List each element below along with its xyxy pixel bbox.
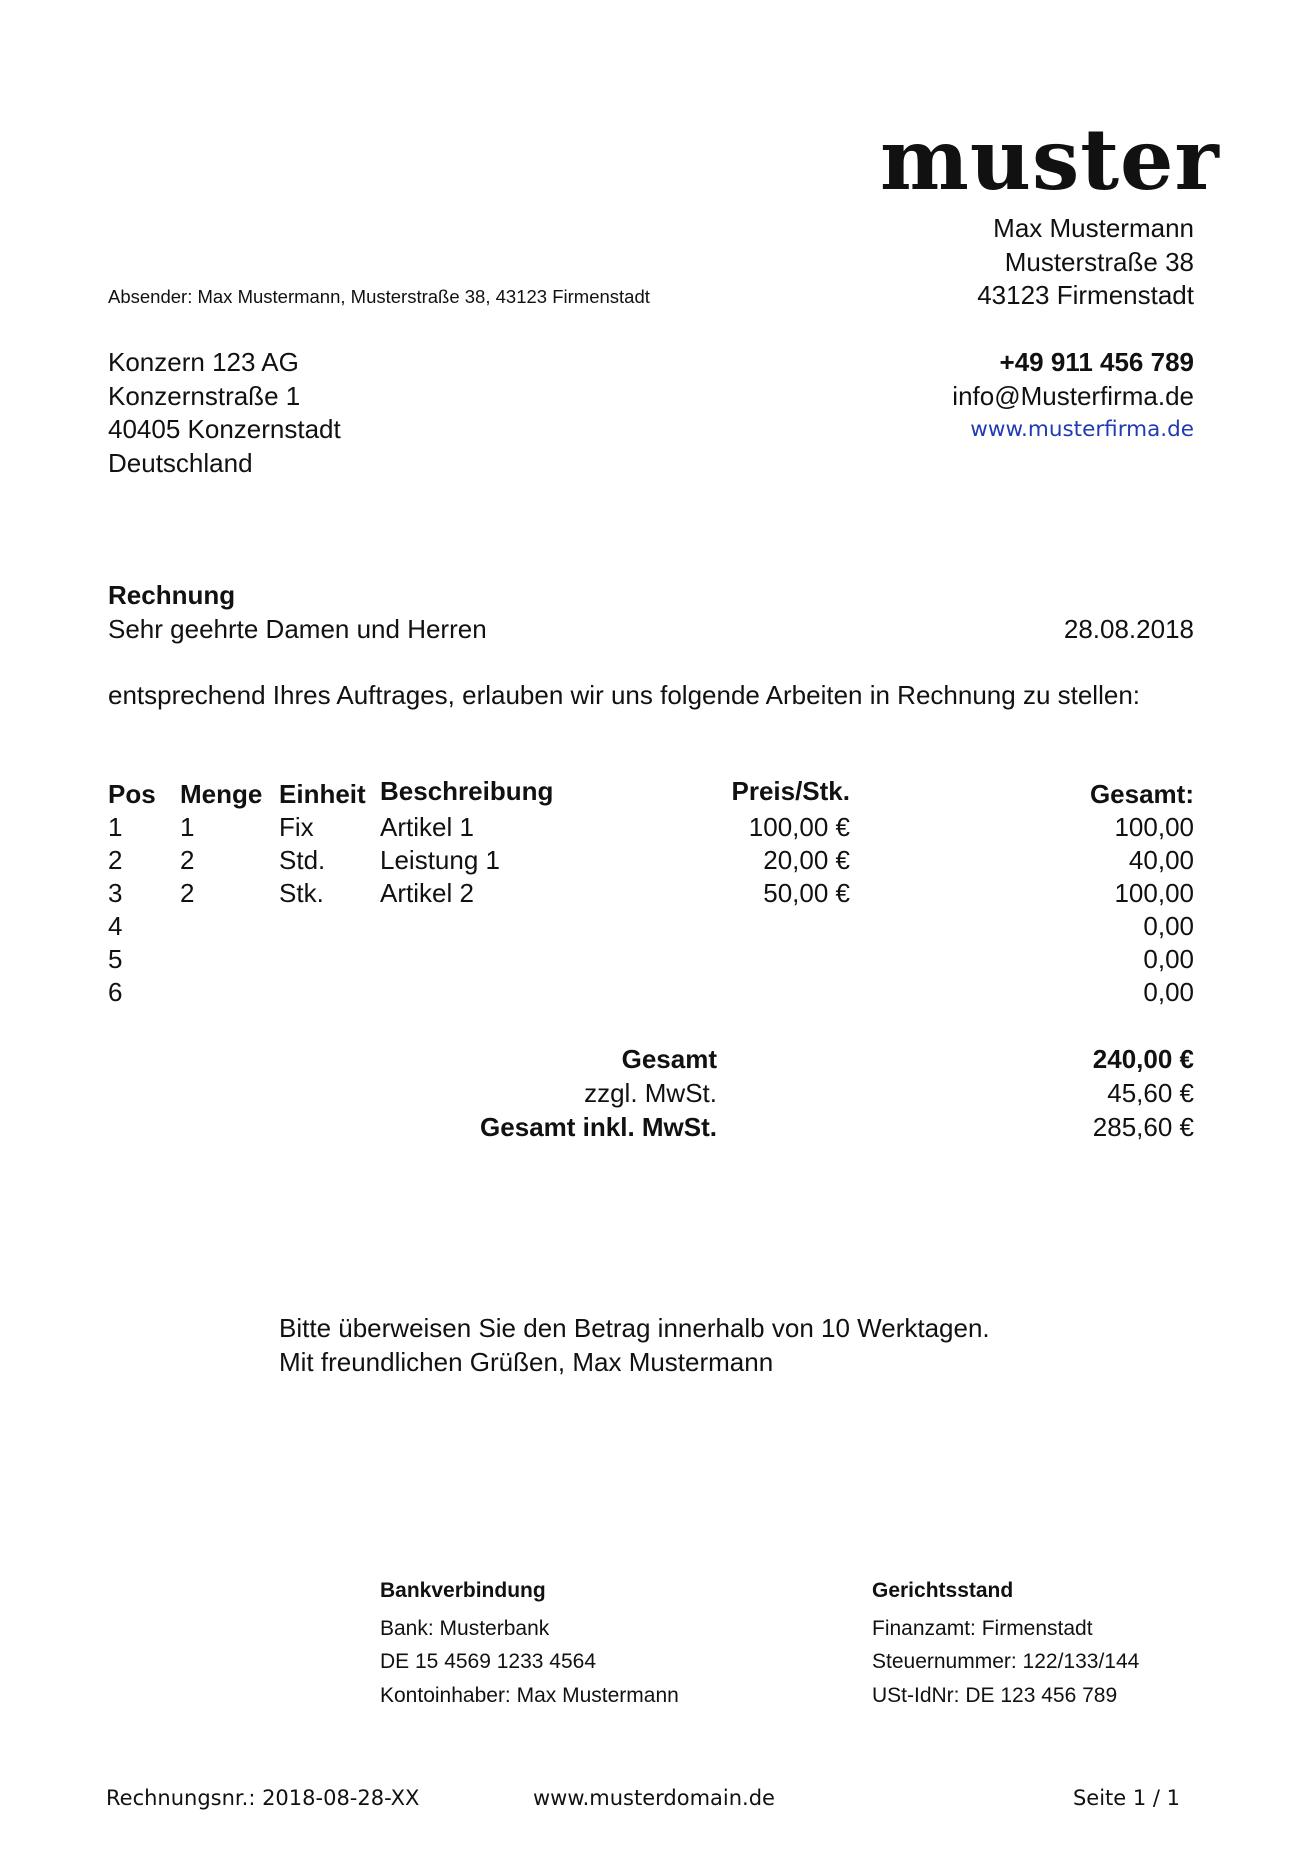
cell-einheit: Std. [279, 845, 326, 875]
tax-number: Steuernummer: 122/133/144 [872, 1650, 1140, 1673]
col-header-beschreibung: Beschreibung [380, 776, 554, 806]
tax-office: Finanzamt: Firmenstadt [872, 1616, 1093, 1640]
col-header-menge: Menge [180, 779, 263, 809]
recipient-country: Deutschland [108, 447, 253, 478]
court-heading: Gerichtsstand [872, 1579, 1014, 1602]
total-vat-label: zzgl. MwSt. [584, 1078, 717, 1108]
cell-pos: 6 [108, 977, 123, 1007]
cell-preis: 100,00 € [748, 812, 850, 842]
invoice-date: 28.08.2018 [1063, 614, 1194, 644]
cell-menge: 2 [180, 878, 195, 908]
cell-einheit: Fix [279, 812, 314, 842]
document-title: Rechnung [108, 580, 236, 610]
cell-gesamt: 40,00 [1128, 845, 1194, 875]
absender-line: Absender: Max Mustermann, Musterstraße 38, 43123 Firmenstadt [108, 286, 650, 307]
salutation: Sehr geehrte Damen und Herren [108, 614, 487, 644]
bank-account-holder: Kontoinhaber: Max Mustermann [380, 1683, 679, 1707]
contact-block [952, 346, 1194, 447]
cell-pos: 2 [108, 845, 123, 875]
sender-street: Musterstraße 38 [1004, 246, 1194, 277]
cell-gesamt: 0,00 [1143, 911, 1194, 941]
cell-preis: 20,00 € [763, 845, 850, 875]
cell-pos: 4 [108, 911, 123, 941]
regards-line: Mit freundlichen Grüßen, Max Mustermann [279, 1346, 774, 1377]
recipient-street: Konzernstraße 1 [108, 380, 301, 411]
total-gross-value: 285,60 € [1092, 1112, 1194, 1142]
cell-einheit: Stk. [279, 878, 324, 908]
bank-name: Bank: Musterbank [380, 1616, 550, 1640]
cell-beschreibung: Leistung 1 [380, 845, 500, 875]
cell-gesamt: 100,00 [1114, 812, 1194, 842]
bank-iban: DE 15 4569 1233 4564 [380, 1650, 597, 1673]
col-header-pos: Pos [108, 779, 156, 809]
page-number: Seite 1 / 1 [1072, 1786, 1180, 1810]
contact-phone: +49 911 456 789 [999, 347, 1194, 377]
total-gross-label: Gesamt inkl. MwSt. [480, 1112, 717, 1142]
bank-details [380, 1574, 679, 1712]
col-header-gesamt: Gesamt: [1089, 779, 1194, 809]
vat-id: USt-IdNr: DE 123 456 789 [872, 1683, 1118, 1707]
intro-text: entsprechend Ihres Auftrages, erlauben wir uns folgende Arbeiten in Rechnung zu stellen: [108, 680, 1141, 710]
sender-name: Max Mustermann [993, 213, 1194, 243]
footer-domain-link[interactable]: www.musterdomain.de [533, 1786, 775, 1810]
payment-terms: Bitte überweisen Sie den Betrag innerhalb von 10 Werktagen. [279, 1313, 990, 1343]
total-net-value: 240,00 € [1092, 1044, 1194, 1074]
cell-pos: 1 [108, 812, 123, 842]
cell-preis: 50,00 € [763, 878, 850, 908]
col-header-preis: Preis/Stk. [731, 776, 850, 806]
contact-website-link[interactable]: www.musterfirma.de [970, 417, 1194, 442]
cell-beschreibung: Artikel 1 [380, 812, 474, 842]
recipient-company: Konzern 123 AG [108, 347, 299, 377]
col-header-einheit: Einheit [279, 779, 366, 809]
sender-city: 43123 Firmenstadt [977, 280, 1194, 310]
bank-heading: Bankverbindung [380, 1579, 546, 1602]
invoice-number: Rechnungsnr.: 2018-08-28-XX [106, 1786, 420, 1810]
contact-email[interactable]: info@Musterfirma.de [952, 380, 1194, 411]
sender-address [977, 212, 1194, 313]
cell-menge: 2 [180, 845, 195, 875]
cell-gesamt: 0,00 [1143, 977, 1194, 1007]
recipient-address [108, 346, 341, 480]
company-logo: muster [880, 110, 1220, 209]
cell-pos: 3 [108, 878, 123, 908]
cell-menge: 1 [180, 812, 195, 842]
cell-gesamt: 100,00 [1114, 878, 1194, 908]
court-details [872, 1574, 1139, 1712]
cell-pos: 5 [108, 944, 123, 974]
recipient-city: 40405 Konzernstadt [108, 414, 341, 444]
cell-beschreibung: Artikel 2 [380, 878, 474, 908]
total-net-label: Gesamt [621, 1044, 717, 1074]
total-vat-value: 45,60 € [1107, 1078, 1194, 1108]
closing-text [279, 1312, 990, 1379]
cell-gesamt: 0,00 [1143, 944, 1194, 974]
